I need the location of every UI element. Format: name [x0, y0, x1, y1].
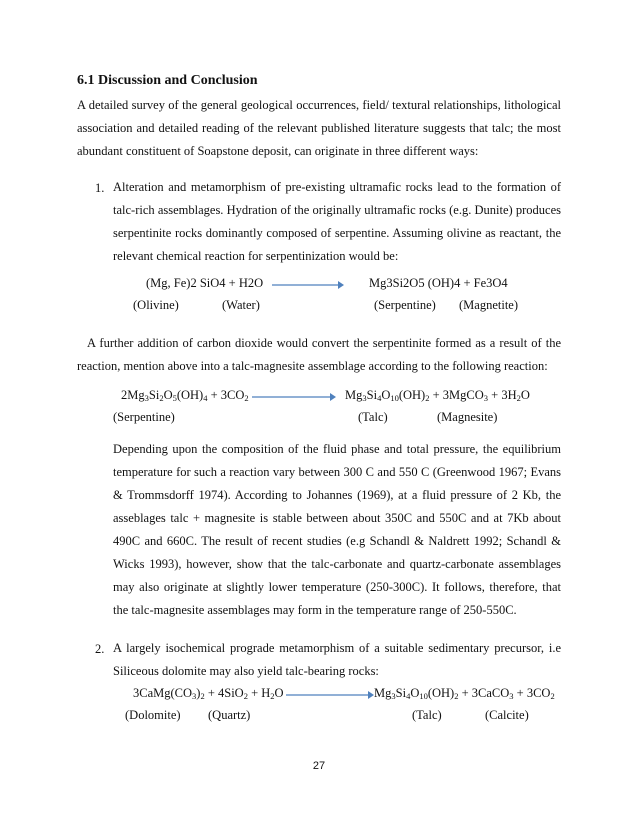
- list-item-1-text: Alteration and metamorphism of pre-existing ultramafic rocks lead to the formation of talc-rich assemblages. Hydration of the originally ultramafic rocks (e.g. Dunite) produces serpentinite rocks dominantly composed of serpentine. Assuming olivine as reactant, the relevant chemical reaction for serpentinization would be:: [113, 180, 561, 263]
- eq2-products: $Mg_3Si_4O_{10}(OH)_2$ + 3MgCO$_3$ + $3H_2O$: [345, 388, 530, 403]
- paragraph-3: Depending upon the composition of the fluid phase and total pressure, the equilibrium temperature for such a reaction vary between 300 C and 550 C (Greenwood 1967; Evans & Trommsdorff 1974). According to Johannes (1969), at a fluid pressure of 2 Kb, the asseblages talc + magnesite is stable between about 350C and 550C and at 7Kb about 490C and 660C. The result of recent studies (e.g Schandl & Naldrett 1992; Schandl & Wicks 1993), however, show that the talc-carbonate and quartz-carbonate assemblages may also originate at slightly lower temperature (250-300C). It follows, therefore, that the talc-magnesite assemblages may form in the temperature range of 250-550C.: [113, 442, 561, 617]
- eq1-label-water: (Water): [222, 298, 260, 312]
- reaction-arrow-icon: [286, 690, 374, 700]
- eq3-label-dolomite: (Dolomite): [125, 708, 181, 722]
- reaction-arrow-icon: [252, 392, 336, 402]
- intro-paragraph: A detailed survey of the general geological occurrences, field/ textural relationships, lithological association and detailed reading of the relevant published literature suggests that talc; the most abundant constituent of Soapstone deposit, can originate in three different ways:: [77, 98, 561, 158]
- eq3-label-quartz: (Quartz): [208, 708, 251, 722]
- eq1-products: Mg3Si2O5 (OH)4 + Fe3O4: [369, 276, 508, 290]
- paragraph-2: A further addition of carbon dioxide would convert the serpentinite formed as a result of the reaction, mention above into a talc-magnesite assemblage according to the following reaction:: [77, 336, 561, 373]
- eq2-label-magnesite: (Magnesite): [437, 410, 498, 424]
- eq1-label-serpentine: (Serpentine): [374, 298, 436, 312]
- eq3-label-talc: (Talc): [412, 708, 442, 722]
- eq2-label-serpentine: (Serpentine): [113, 410, 175, 424]
- reaction-arrow-icon: [272, 280, 344, 290]
- list-item-2-text: A largely isochemical prograde metamorphism of a suitable sedimentary precursor, i.e Siliceous dolomite may also yield talc-bearing rocks:: [113, 641, 561, 678]
- eq3-reactants: $3CaMg(CO_3)_2 + 4SiO_2 + H_2O$: [133, 686, 284, 701]
- eq1-reactants: (Mg, Fe)2 SiO4 + H2O: [146, 276, 264, 290]
- list-number-2: 2.: [95, 642, 105, 656]
- eq3-label-calcite: (Calcite): [485, 708, 529, 722]
- eq1-label-olivine: (Olivine): [133, 298, 179, 312]
- page-number: 27: [312, 760, 326, 772]
- eq2-label-talc: (Talc): [358, 410, 388, 424]
- eq1-label-magnetite: (Magnetite): [459, 298, 519, 312]
- eq2-reactants: $2Mg_3Si_2O_5(OH)_4 + 3CO_2$: [121, 388, 249, 403]
- section-heading: 6.1 Discussion and Conclusion: [77, 73, 258, 88]
- list-number-1: 1.: [95, 181, 105, 195]
- eq3-products: $Mg_3Si_4O_{10}(OH)_2$ + 3CaCO$_3$ + $3CO_2$: [374, 686, 555, 701]
